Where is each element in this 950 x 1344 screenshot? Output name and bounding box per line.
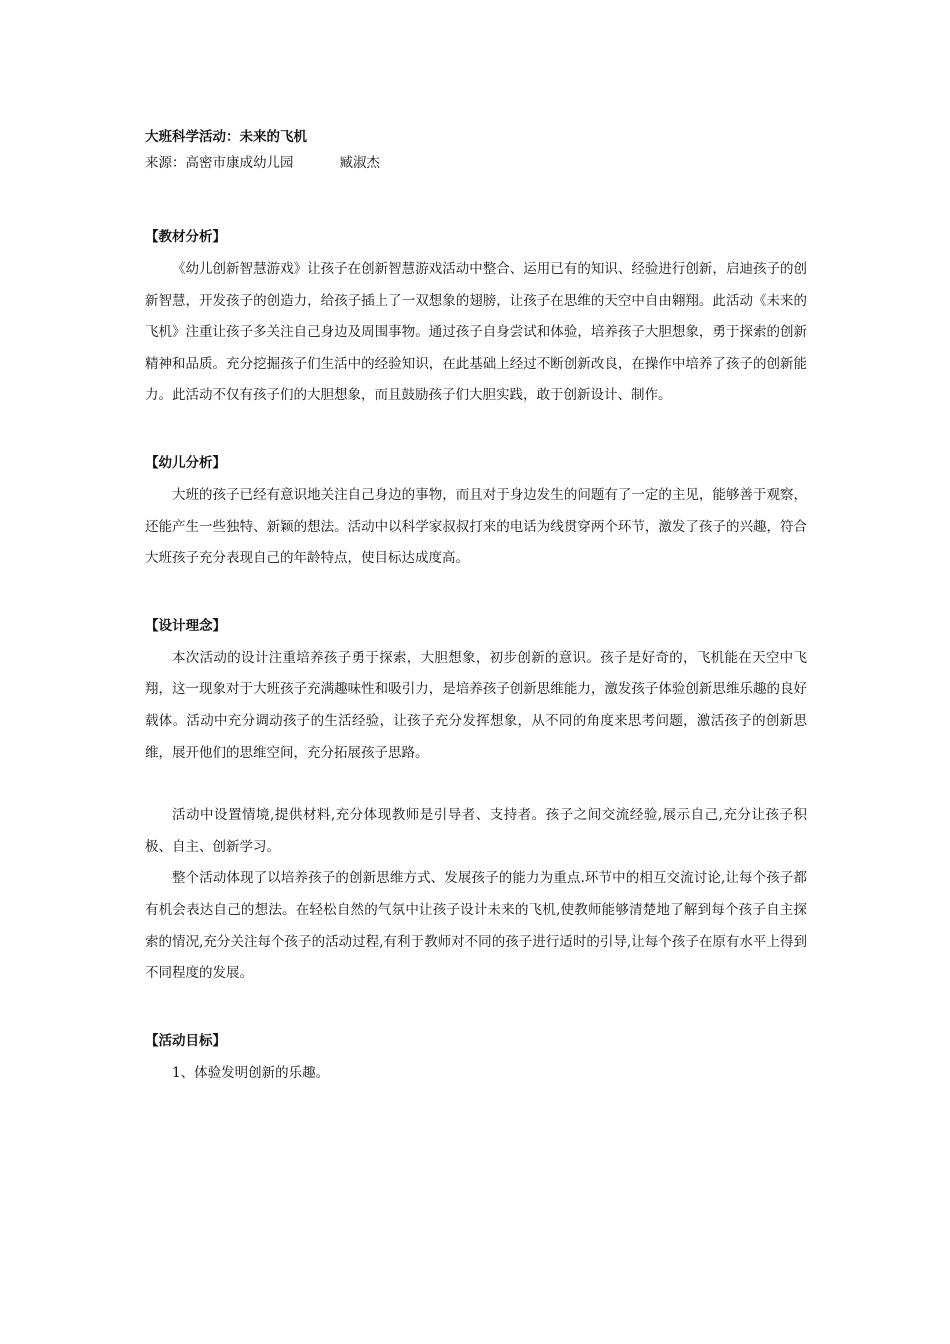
- section-heading: 【幼儿分析】: [145, 454, 226, 471]
- paragraph: 大班的孩子已经有意识地关注自己身边的事物，而且对于身边发生的问题有了一定的主见，能够善于观察，还能产生一些独特、新颖的想法。活动中以科学家叔叔打来的电话为线贯穿两个环节，激发了孩子的兴趣，符合大班孩子充分表现自己的年龄特点，使目标达成度高。: [145, 486, 807, 567]
- section-activity-goals: [145, 1028, 807, 1090]
- paragraph: 《幼儿创新智慧游戏》让孩子在创新智慧游戏活动中整合、运用已有的知识、经验进行创新，启迪孩子的创新智慧，开发孩子的创造力，给孩子插上了一双想象的翅膀，让孩子在思维的天空中自由翱翔。此活动《未来的飞机》注重让孩子多关注自己身边及周围事物。通过孩子自身尝试和体验，培养孩子大胆想象，勇于探索的创新精神和品质。充分挖掘孩子们生活中的经验知识，在此基础上经过不断创新改良，在操作中培养了孩子的创新能力。此活动不仅有孩子们的大胆想象，而且鼓励孩子们大胆实践，敢于创新设计、制作。: [145, 261, 807, 404]
- document-page: [145, 124, 807, 1089]
- section-heading: 【设计理念】: [145, 617, 226, 634]
- goal-item: 1、体验发明创新的乐趣。: [172, 1064, 330, 1081]
- source-label: 来源：高密市康成幼儿园: [145, 155, 294, 171]
- section-heading: 【活动目标】: [145, 1032, 226, 1049]
- section-design-concept: [145, 613, 807, 990]
- section-heading: 【教材分析】: [145, 229, 226, 245]
- section-children-analysis: [145, 450, 807, 575]
- document-source: [145, 150, 807, 176]
- source-author: 臧淑杰: [339, 155, 380, 171]
- document-title: 大班科学活动：未来的飞机: [145, 129, 307, 145]
- paragraph: 本次活动的设计注重培养孩子勇于探索，大胆想象，初步创新的意识。孩子是好奇的，飞机能在天空中飞翔，这一现象对于大班孩子充满趣味性和吸引力，是培养孩子创新思维能力，激发孩子体验创新思维乐趣的良好载体。活动中充分调动孩子的生活经验，让孩子充分发挥想象，从不同的角度来思考问题，激活孩子的创新思维，展开他们的思维空间，充分拓展孩子思路。: [145, 649, 807, 761]
- paragraph: 整个活动体现了以培养孩子的创新思维方式、发展孩子的能力为重点.环节中的相互交流讨论,让每个孩子都有机会表达自己的想法。在轻松自然的气氛中让孩子设计未来的飞机,使教师能够清楚地了解到每个孩子自主探索的情况,充分关注每个孩子的活动过程,有利于教师对不同的孩子进行适时的引导,让每个孩子在原有水平上得到不同程度的发展。: [145, 870, 807, 982]
- section-material-analysis: [145, 224, 807, 412]
- paragraph: 活动中设置情境,提供材料,充分体现教师是引导者、支持者。孩子之间交流经验,展示自己,充分让孩子积极、自主、创新学习。: [145, 807, 807, 855]
